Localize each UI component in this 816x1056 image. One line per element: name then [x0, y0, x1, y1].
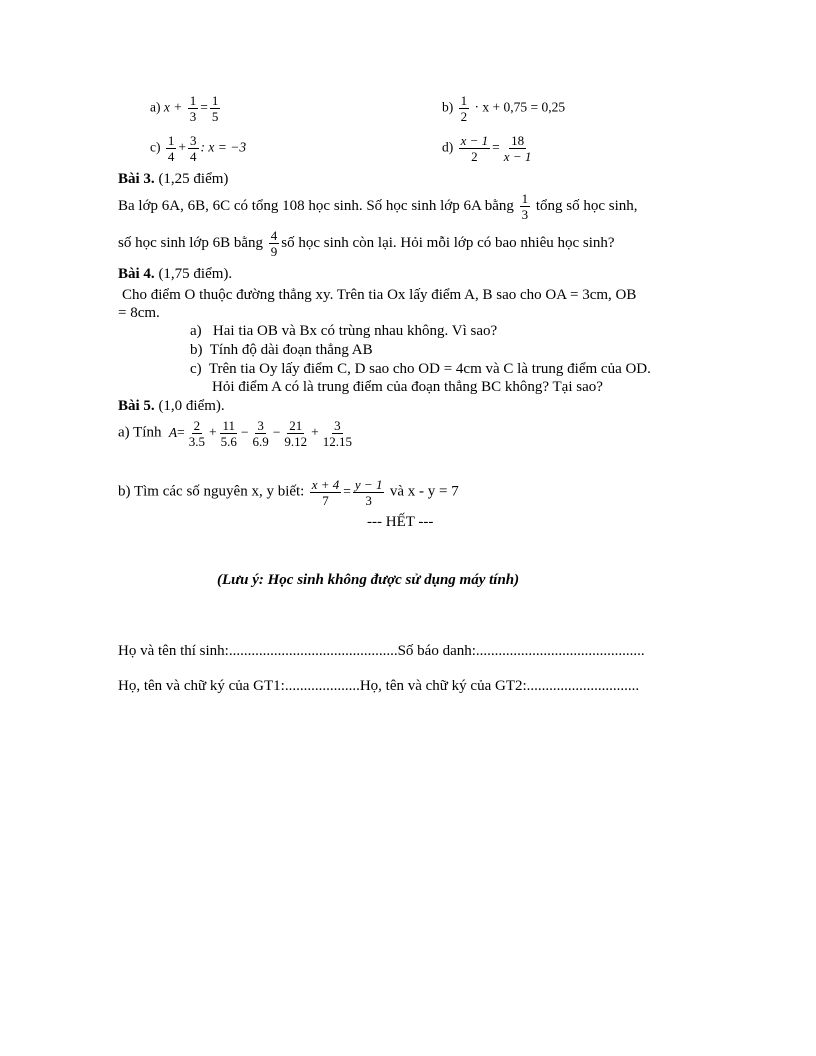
fraction: $\frac{21}{9.12}$	[284, 418, 308, 449]
fraction: $\frac{1}{2}$	[460, 93, 468, 124]
exercise-4-item-c-cont: Hỏi điểm A có là trung điểm của đoạn thẳng BC không? Tại sao?	[212, 379, 603, 395]
fraction: $\frac{1}{3}$	[521, 191, 529, 222]
fraction: $\frac{1}{3}$	[189, 93, 197, 124]
exercise-5-heading: Bài 5. (1,0 điểm).	[118, 398, 225, 414]
fraction: $\frac{1}{5}$	[211, 93, 219, 124]
exercise-2b: b) $\frac{1}{2}$ · x + 0,75 = 0,25	[442, 93, 566, 124]
fraction: $\frac{y - 1}{3}$	[354, 477, 383, 508]
exercise-2c: c) $\frac{1}{4}$ + $\frac{3}{4}$ : x = −3	[150, 133, 247, 164]
fraction: $\frac{2}{3.5}$	[188, 418, 205, 449]
supervisor-signature-line: Họ, tên và chữ ký của GT1:....................Họ, tên và chữ ký của GT2:..............................	[118, 678, 640, 694]
exercise-4-item-a: a) Hai tia OB và Bx có trùng nhau không. Vì sao?	[190, 323, 498, 339]
fraction: $\frac{x - 1}{2}$	[460, 133, 489, 164]
end-marker: --- HẾT ---	[367, 514, 434, 530]
exercise-2a: a) x + $\frac{1}{3}$ = $\frac{1}{5}$	[150, 93, 219, 124]
fraction: $\frac{x + 4}{7}$	[311, 477, 340, 508]
fraction: $\frac{1}{4}$	[167, 133, 175, 164]
exercise-2d: d) $\frac{x - 1}{2}$ = $\frac{18}{x - 1}$	[442, 133, 532, 164]
exercise-5a: a) Tính A= $\frac{2}{3.5}$ + $\frac{11}{5.6}$ − $\frac{3}{6.9}$ − $\frac{21}{9.12}$ + $\frac{3}{12.15}$	[118, 418, 352, 449]
candidate-info-line: Họ và tên thí sinh:.............................................Số báo danh:.............................................	[118, 643, 645, 659]
exercise-3-line1: Ba lớp 6A, 6B, 6C có tổng 108 học sinh. Số học sinh lớp 6A bằng $\frac{1}{3}$ tổng số học sinh,	[118, 191, 638, 222]
exercise-3-line2: số học sinh lớp 6B bằng $\frac{4}{9}$ số học sinh còn lại. Hỏi mỗi lớp có bao nhiêu học sinh?	[118, 228, 615, 259]
fraction: $\frac{18}{x - 1}$	[503, 133, 532, 164]
calculator-note: (Lưu ý: Học sinh không được sử dụng máy tính)	[217, 572, 520, 588]
fraction: $\frac{3}{12.15}$	[322, 418, 352, 449]
exercise-5b: b) Tìm các số nguyên x, y biết: $\frac{x + 4}{7}$ = $\frac{y - 1}{3}$ và x - y = 7	[118, 477, 459, 508]
exercise-3-heading: Bài 3. (1,25 điểm)	[118, 171, 229, 187]
exercise-4-item-c: c) Trên tia Oy lấy điểm C, D sao cho OD = 4cm và C là trung điểm của OD.	[190, 361, 651, 377]
fraction: $\frac{3}{6.9}$	[252, 418, 269, 449]
fraction: $\frac{4}{9}$	[270, 228, 278, 259]
fraction: $\frac{3}{4}$	[190, 133, 197, 164]
exercise-4-intro-cont: = 8cm.	[118, 305, 160, 321]
exercise-4-intro: Cho điểm O thuộc đường thẳng xy. Trên tia Ox lấy điểm A, B sao cho OA = 3cm, OB	[122, 287, 637, 303]
fraction: $\frac{11}{5.6}$	[220, 418, 237, 449]
exercise-4-heading: Bài 4. (1,75 điểm).	[118, 266, 233, 282]
exercise-4-item-b: b) Tính độ dài đoạn thẳng AB	[190, 342, 373, 358]
